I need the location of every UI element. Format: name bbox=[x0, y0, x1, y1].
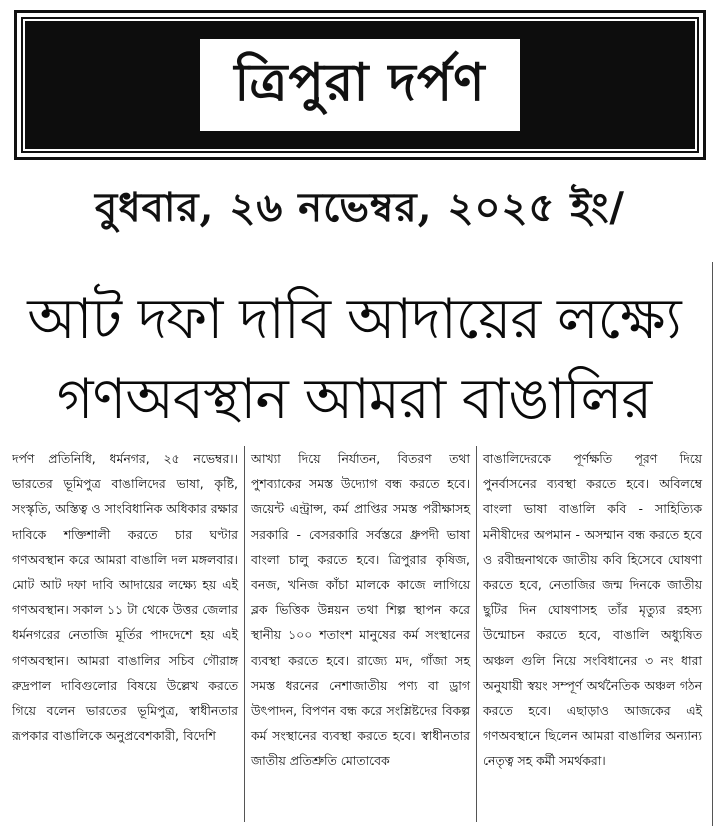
masthead-frame bbox=[14, 10, 706, 160]
column-rule-right bbox=[712, 262, 713, 826]
article-column-2: আখ্যা দিয়ে নির্যাতন, বিতরণ তথা পুশব্যাকের সমস্ত উদ্যোগ বন্ধ করতে হবে। জয়েন্ট এন্ট্রান্স, কর্ম প্রাপ্তির সমস্ত পরীক্ষাসহ সরকারি - বেসরকারি সর্বস্তরে ধ্রুপদী ভাষা বাংলা চালু করতে হবে। ত্রিপুরার কৃষিজ, বনজ, খনিজ কাঁচা মালকে কাজে লাগিয়ে ব্লক ভিত্তিক উন্নয়ন তথা শিল্প স্থাপন করে স্থানীয় ১০০ শতাংশ মানুষের কর্ম সংস্থানের ব্যবস্থা করতে হবে। রাজ্যে মদ, গাঁজা সহ সমস্ত ধরনের নেশাজাতীয় পণ্য বা ড্রাগ উৎপাদন, বিপণন বন্ধ করে সংশ্লিষ্টদের বিকল্প কর্ম সংস্থানের ব্যবস্থা করতে হবে। স্বাধীনতার জাতীয় প্রতিশ্রুতি মোতাবেক bbox=[244, 446, 476, 822]
headline-line-2: গণঅবস্থান আমরা বাঙালির bbox=[56, 367, 652, 432]
article-column-3: বাঙালিদেরকে পূর্ণক্ষতি পূরণ দিয়ে পুনর্বাসনের ব্যবস্থা করতে হবে। অবিলম্বে বাংলা ভাষা বাঙালি কবি - সাহিত্যিক মনীষীদের অপমান - অসম্মান বন্ধ করতে হবে ও রবীন্দ্রনাথকে জাতীয় কবি হিসেবে ঘোষণা করতে হবে, নেতাজির জন্ম দিনকে জাতীয় ছুটির দিন ঘোষণাসহ তাঁর মৃত্যুর রহস্য উন্মোচন করতে হবে, বাঙালি অধ্যুষিত অঞ্চল গুলি নিয়ে সংবিধানের ৩ নং ধারা অনুযায়ী স্বয়ং সম্পূর্ণ অর্থনৈতিক অঞ্চল গঠন করতে হবে। এছাড়াও আজকের এই গণঅবস্থানে ছিলেন আমরা বাঙালির অন্যান্য নেতৃত্ব সহ কর্মী সমর্থকরা। bbox=[476, 446, 708, 822]
newspaper-title: ত্রিপুরা দর্পণ bbox=[200, 39, 519, 131]
article-column-1: দর্পণ প্রতিনিধি, ধর্মনগর, ২৫ নভেম্বর।। ভারতের ভূমিপুত্র বাঙালিদের ভাষা, কৃষ্টি, সংস্কৃতি, অস্তিত্ব ও সাংবিধানিক অধিকার রক্ষার দাবিকে শক্তিশালী করতে চার ঘণ্টার গণঅবস্থান করে আমরা বাঙালি দল মঙ্গলবার। মোট আট দফা দাবি আদায়ের লক্ষ্যে হয় এই গণঅবস্থান। সকাল ১১ টা থেকে উত্তর জেলার ধর্মনগরের নেতাজি মূর্তির পাদদেশে হয় এই গণঅবস্থান। আমরা বাঙালির সচিব গৌরাঙ্গ রুদ্রপাল দাবিগুলোর বিষয়ে উল্লেখ করতে গিয়ে বলেন ভারতের ভূমিপুত্র, স্বাধীনতার রূপকার বাঙালিকে অনুপ্রবেশকারী, বিদেশি bbox=[12, 451, 238, 744]
masthead-black-band bbox=[23, 19, 697, 151]
article-body bbox=[12, 446, 710, 822]
dateline: বুধবার, ২৬ নভেম্বর, ২০২৫ ইং/ bbox=[94, 184, 626, 231]
headline-line-1: আট দফা দাবি আদায়ের লক্ষ্যে bbox=[27, 287, 681, 352]
article-headline bbox=[4, 280, 704, 440]
